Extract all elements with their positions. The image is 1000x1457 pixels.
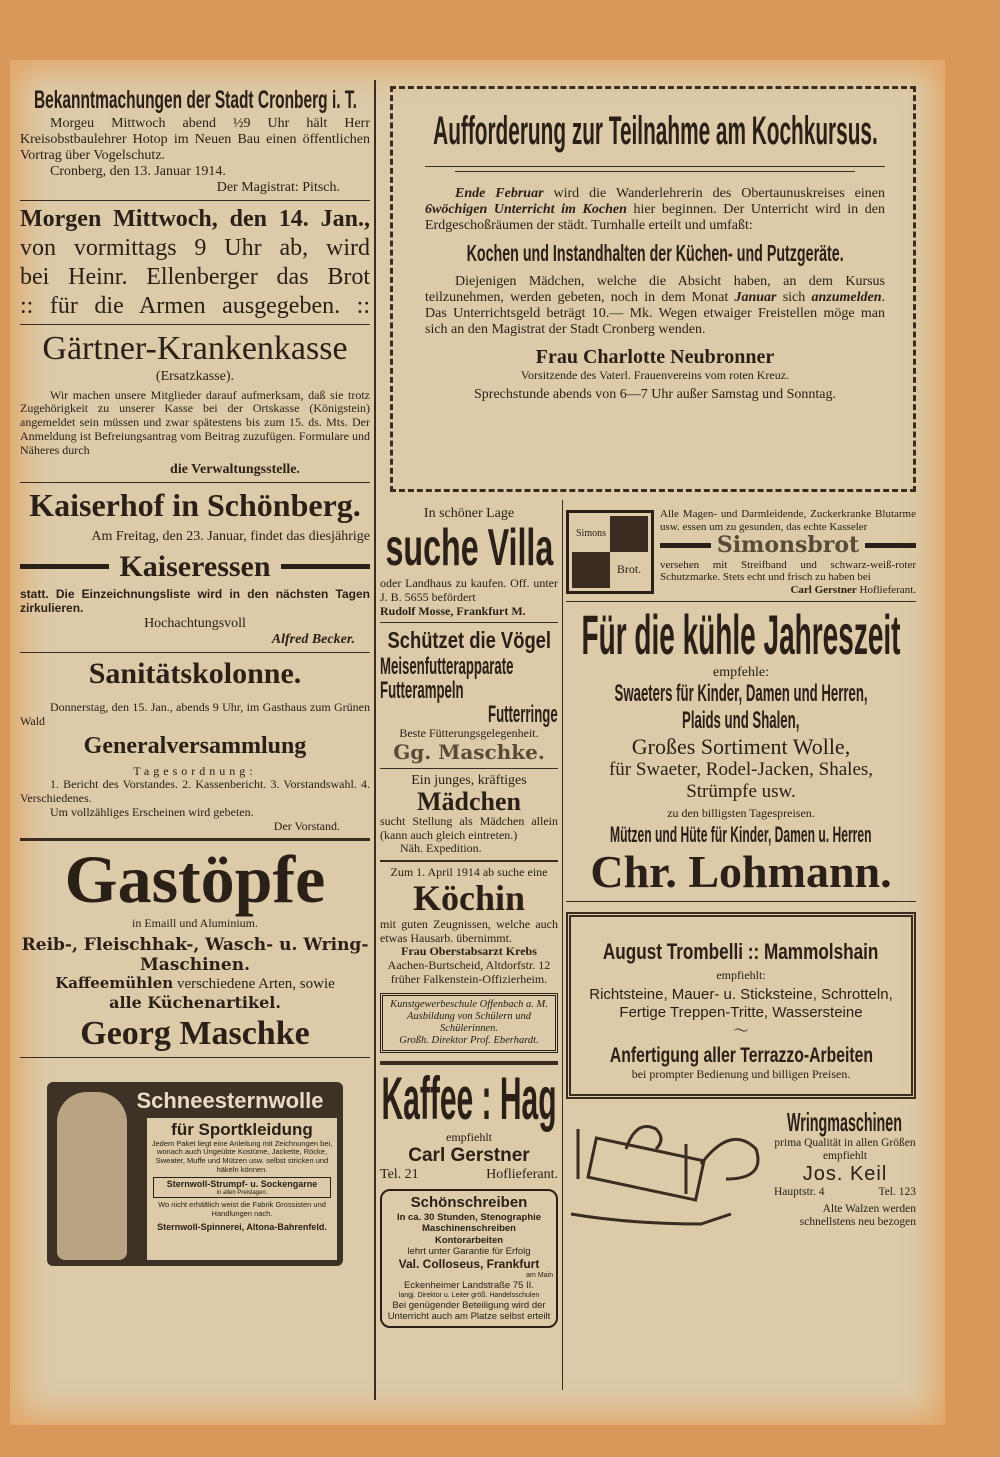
voegel-ad — [380, 627, 558, 763]
emph: anzumelden — [811, 289, 882, 305]
ad-topic: Kochen und Instandhalten der Küchen- und Putzgeräte. — [466, 240, 844, 267]
ad-line: Reib-, Fleischhak-, Wasch- u. Wring-Maschinen. — [21, 935, 369, 975]
ad-body: Donnerstag, den 15. Jan., abends 9 Uhr, im Gasthaus zum Grünen Wald — [20, 700, 370, 729]
brot-line: von vormittags 9 Uhr ab, wird — [20, 235, 370, 262]
text: wird die Wanderlehrerin des Obertaunuskreises einen — [543, 186, 885, 201]
ad-rec: empfehle: — [713, 665, 769, 681]
ad-line: Kunstgewerbeschule Offenbach a. M. — [390, 998, 548, 1010]
ad-name: Val. Colloseus, Frankfurt — [398, 1257, 540, 1272]
ad-line: Plaids und Shalen, — [682, 706, 800, 734]
ad-line: langj. Direktor u. Leiter größ. Handelsschulen — [398, 1291, 540, 1299]
ad-line: Futterringe — [488, 700, 558, 728]
ad-line: verschiedene Arten, sowie — [173, 976, 335, 993]
divider — [566, 601, 916, 602]
schoenschreiben-ad — [380, 1189, 558, 1328]
notice-title: Bekanntmachungen der Stadt Cronberg i. T. — [33, 86, 357, 114]
ad-name: Gg. Maschke. — [393, 739, 545, 764]
divider — [380, 622, 558, 623]
ad-city: am Main — [526, 1271, 553, 1279]
ad-name: Carl Gerstner — [408, 1144, 530, 1166]
ad-title: Schönschreiben — [410, 1193, 528, 1211]
column-rule — [374, 80, 376, 1400]
ad-previous: früher Falkenstein-Offizierheim. — [390, 971, 548, 986]
ad-title: August Trombelli :: Mammolshain — [603, 939, 879, 965]
ad-sign: die Verwaltungsstelle. — [170, 461, 300, 477]
ad-line: alle Küchenartikel. — [109, 992, 281, 1012]
ad-title: Mädchen — [417, 786, 521, 816]
ad-body: Jedem Paket liegt eine Anleitung mit Zeichnungen bei, wonach auch Ungeübte Kostüme, Jackette, Röcke, Sweater, Muffe und Mützen usw. selbst stricken und häkeln können. — [151, 1138, 333, 1174]
ad-event: Generalversammlung — [83, 732, 307, 759]
ad-title: Kaffee : Hag — [381, 1065, 557, 1133]
ad-line: Großes Sortiment Wolle, — [631, 733, 851, 759]
ad-pre: Zum 1. April 1914 ab suche eine — [390, 865, 548, 880]
ad-line: Ausbildung von Schülern und — [407, 1010, 531, 1022]
ad-line: Mützen und Hüte für Kinder, Damen u. Herren — [610, 821, 872, 847]
maedchen-ad — [380, 773, 558, 856]
ad-line: lehrt unter Garantie für Erfolg — [407, 1245, 531, 1257]
ad-maker: Sternwoll-Spinnerei, Altona-Bahrenfeld. — [157, 1221, 327, 1232]
brot-line: Morgen Mittwoch, den 14. Jan., — [20, 206, 370, 233]
agenda-title: Tagesordnung: — [133, 763, 257, 778]
ad-line: Anfertigung aller Terrazzo-Arbeiten — [609, 1044, 873, 1068]
emph: 6wöchigen Unterricht im Kochen — [425, 202, 627, 218]
decor-bar — [281, 564, 370, 569]
ad-line: Kontorarbeiten — [434, 1234, 504, 1246]
ad-name: Chr. Lohmann. — [590, 845, 892, 897]
column-rule — [562, 500, 563, 1390]
ad-line: zu den billigsten Tagespreisen. — [667, 805, 815, 820]
brot-notice — [20, 205, 370, 320]
ad-line: In ca. 30 Stunden, Stenographie — [396, 1211, 542, 1223]
logo-text: Simons — [572, 516, 610, 552]
ad-line: prima Qualität in allen Größen empfiehlt — [774, 1136, 916, 1162]
kochkurs-ad — [425, 108, 885, 403]
notice-body: Morgeu Mittwoch abend ½9 Uhr hält Herr Kreisobstbaulehrer Hotop im Neuen Bau einen öffentlichen Vortrag über Vogelschutz. — [20, 115, 370, 163]
ad-line: Strümpfe usw. — [686, 780, 796, 802]
ad-tel: Tel. 123 — [878, 1185, 916, 1198]
ad-line: Maschinenschreiben — [422, 1223, 516, 1235]
ad-role: Vorsitzende des Vaterl. Frauenvereins vom roten Kreuz. — [520, 368, 790, 383]
text: . Das Unterrichtsgeld beträgt 10.— Mk. Wegen etwaiger Freistellen möge man sich an den Magistrat der Stadt Cronberg wenden. — [425, 289, 885, 337]
ad-title: Schützet die Vögel — [387, 627, 551, 654]
keil-section — [566, 1109, 916, 1249]
simonsbrot-ad — [566, 508, 916, 597]
ad-line: Kaffeemühlen — [55, 974, 174, 993]
ad-sign: Alfred Becker. — [271, 631, 355, 647]
ad-line: Alte Walzen werden schnellstens neu bezogen — [799, 1203, 916, 1229]
ad-sign: Der Vorstand. — [273, 818, 340, 833]
column-1 — [20, 86, 370, 1266]
ad-body: sucht Stellung als Mädchen allein (kann auch gleich eintreten.) — [380, 813, 558, 842]
trombelli-ad — [566, 912, 916, 1099]
ad-hours: Sprechstunde abends von 6—7 Uhr außer Samstag und Sonntag. — [474, 386, 836, 402]
divider — [20, 482, 370, 483]
brot-line: :: für die Armen ausgegeben. :: — [20, 292, 370, 319]
divider — [566, 901, 916, 902]
ad-subtitle: für Sportkleidung — [171, 1120, 313, 1140]
ad-title: Gärtner-Krankenkasse — [42, 330, 348, 368]
ad-title: Sanitätskolonne. — [88, 656, 302, 690]
schneestern-ad — [47, 1082, 343, 1266]
divider — [380, 768, 558, 769]
column-2b — [566, 508, 916, 1249]
ad-line: Schülerinnen. — [439, 1022, 499, 1034]
ad-intro: Am Freitag, den 23. Januar, findet das diesjährige — [91, 529, 370, 545]
wringer-illustration — [566, 1109, 774, 1249]
ad-agent: Rudolf Mosse, Frankfurt M. — [380, 603, 526, 618]
ad-title: Gastöpfe — [64, 840, 326, 917]
ad-event: Kaiseressen — [119, 549, 271, 583]
ad-title: suche Villa — [385, 519, 553, 578]
bekanntmachung-notice — [20, 86, 370, 196]
ad-title: Kaiserhof in Schönberg. — [29, 486, 361, 523]
ad-request: Um vollzähliges Erscheinen wird gebeten. — [50, 804, 254, 819]
ad-body: mit guten Zeugnissen, welche auch etwas Hausarb. übernimmt. — [380, 916, 558, 945]
ad-note: Wo nicht erhältlich weist die Fabrik Grossisten und Handlungen nach. — [158, 1200, 326, 1219]
ad-line: Fertige Treppen-Tritte, Wassersteine — [619, 1003, 863, 1021]
ad-subtitle: in Emaill und Aluminium. — [132, 915, 258, 930]
divider — [20, 1057, 370, 1058]
ad-pre: Ein junges, kräftiges — [411, 772, 527, 788]
ad-body: versehen mit Streifband und schwarz-weiß-roter Schutzmarke. Stets echt und frisch zu haben bei — [660, 558, 916, 584]
divider — [20, 652, 370, 653]
ad-rec: empfiehlt: — [716, 967, 766, 982]
girl-illustration — [57, 1092, 127, 1260]
ad-subtitle: (Ersatzkasse). — [155, 368, 235, 384]
simons-logo — [566, 510, 654, 594]
ad-pre: In schöner Lage — [423, 506, 515, 521]
emph: Januar — [734, 289, 777, 305]
text: hier beginnen. Der Unterricht wird in den Erdgeschoßräumen der städt. Turnhalle erteilt und umfaßt: — [425, 202, 885, 234]
krankenkasse-ad — [20, 329, 370, 477]
lohmann-ad — [566, 602, 916, 898]
ad-body: oder Landhaus zu kaufen. Off. unter J. B. 5655 befördert — [380, 576, 558, 604]
notice-sign: Der Magistrat: Pitsch. — [216, 180, 340, 196]
ad-box-sub: in allen Preislagen. — [216, 1189, 268, 1196]
koechin-ad — [380, 866, 558, 987]
ad-address: Hauptstr. 4 — [774, 1185, 825, 1198]
ad-body: Alle Magen- und Darmleidende, Zuckerkranke Blutarme usw. essen um zu gesunden, das echte Kasseler — [660, 508, 916, 533]
ad-title2: Hoflieferant. — [486, 1166, 558, 1182]
ad-name: Carl Gerstner — [790, 583, 857, 596]
ad-ref: Näh. Expedition. — [400, 841, 482, 856]
swash-ornament: 〜 — [732, 1022, 749, 1040]
ad-title: Für die kühle Jahreszeit — [581, 602, 901, 666]
ad-rec: empfiehlt — [446, 1130, 492, 1145]
ad-title: Simonsbrot — [716, 532, 860, 559]
ad-title: Köchin — [412, 878, 526, 918]
decor-bar — [20, 564, 109, 569]
divider — [20, 324, 370, 325]
ad-title: Wringmaschinen — [787, 1107, 903, 1138]
ad-line: Beste Fütterungsgelegenheit. — [399, 725, 539, 740]
ad-line: Bei genügender Beteiligung wird der Unterricht auch am Platze selbst erteilt — [387, 1299, 551, 1323]
notice-date: Cronberg, den 13. Januar 1914. — [50, 164, 226, 180]
text: Diejenigen Mädchen, welche die Absicht haben, an dem Kursus teilzunehmen, werden gebeten, noch in dem Monat — [425, 273, 885, 305]
agenda: 1. Bericht des Vorstandes. 2. Kassenbericht. 3. Vorstandswahl. 4. Verschiedenes. — [20, 777, 370, 806]
ad-line: Futterampeln — [380, 676, 464, 704]
gastoepfe-ad — [20, 840, 370, 1054]
ad-line: für Swaeter, Rodel-Jacken, Shales, — [608, 759, 874, 781]
ad-title: Schneesternwolle — [136, 1088, 324, 1114]
ad-tel: Tel. 21 — [380, 1166, 419, 1182]
hag-ad — [380, 1065, 558, 1183]
column-2a — [380, 506, 558, 1328]
ad-title: Aufforderung zur Teilnahme am Kochkursus. — [432, 109, 878, 153]
ad-name: Frau Charlotte Neubronner — [535, 346, 775, 369]
kaiserhof-ad — [20, 487, 370, 648]
emph: Ende Februar — [455, 186, 544, 201]
ad-line: bei prompter Bedienung und billigen Preisen. — [631, 1067, 851, 1082]
logo-text: Brot. — [610, 552, 648, 588]
villa-ad — [380, 506, 558, 618]
brot-line: bei Heinr. Ellenberger das Brot — [20, 263, 370, 290]
ad-body: Wir machen unsere Mitglieder darauf aufmerksam, daß sie trotz Zugehörigkeit zu unserer Kasse bei der Ortskasse (Königstein) angemeldet sein müssen und zwar spätestens bis zum 15. ds. Mts. Der Anmeldung ist Befreiungsantrag vom Beitrag zuzufügen. Formulare und Näheres durch — [20, 387, 370, 457]
divider — [380, 860, 558, 862]
ad-name: Jos. Keil — [802, 1162, 888, 1185]
ad-line: Richtsteine, Mauer- u. Sticksteine, Schrotteln, — [589, 986, 893, 1004]
divider — [20, 200, 370, 201]
ad-line: Swaeters für Kinder, Damen und Herren, — [614, 680, 868, 708]
ad-body: statt. Die Einzeichnungsliste wird in den nächsten Tagen zirkulieren. — [20, 587, 370, 615]
ad-box: Sternwoll-Strumpf- u. Sockengarne — [166, 1179, 318, 1190]
sanitaet-ad — [20, 657, 370, 834]
ad-title2: Hoflieferant. — [859, 583, 916, 596]
ad-line: Großh. Direktor Prof. Eberhardt. — [399, 1034, 539, 1046]
ad-name: Georg Maschke — [80, 1015, 310, 1053]
ad-address: Aachen-Burtscheid, Altdorfstr. 12 — [387, 958, 551, 973]
kunstgewerbe-ad — [380, 993, 558, 1053]
ad-name: Frau Oberstabsarzt Krebs — [401, 944, 537, 959]
ad-greeting: Hochachtungsvoll — [144, 615, 246, 631]
ad-line: Meisenfutterapparate — [380, 652, 514, 680]
text: sich — [776, 289, 812, 305]
ad-address: Eckenheimer Landstraße 75 II. — [404, 1280, 534, 1292]
keil-ad — [774, 1109, 916, 1249]
